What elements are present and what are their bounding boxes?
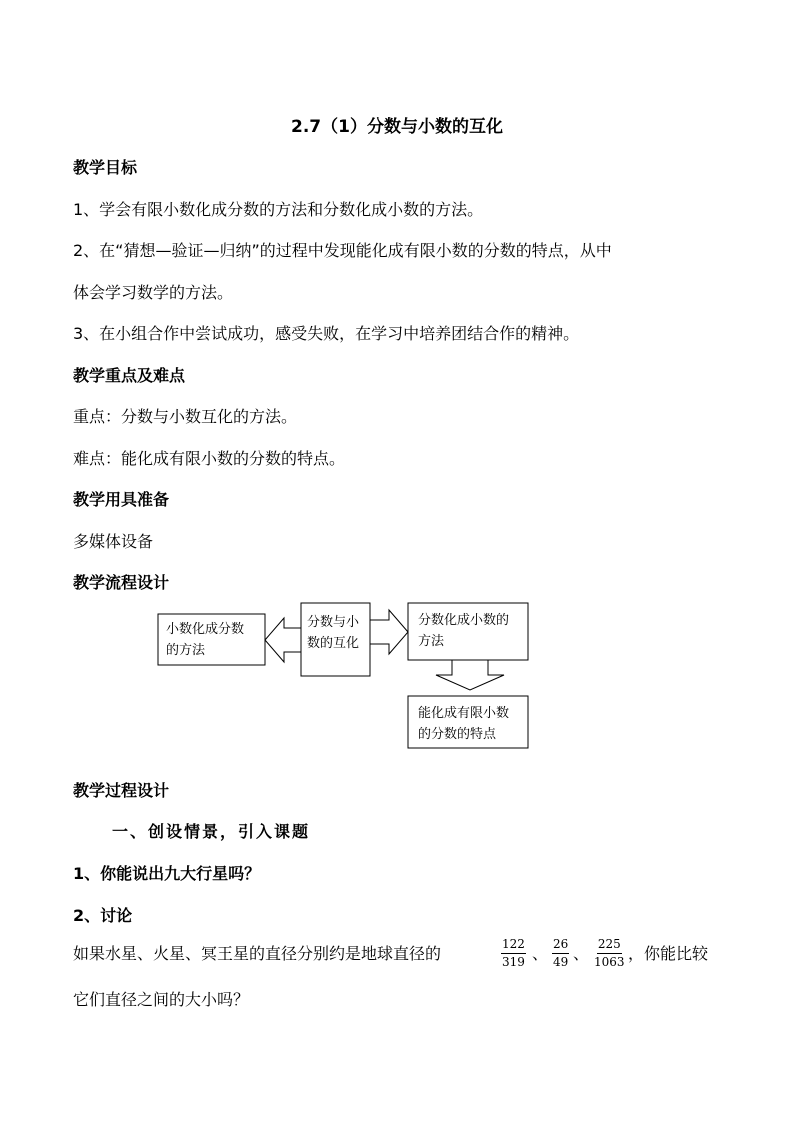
question-2: 2、讨论 [73, 906, 133, 925]
discussion-line-2: 它们直径之间的大小吗？ [73, 990, 250, 1009]
fraction-mercury [501, 937, 526, 970]
process-heading: 教学过程设计 [73, 781, 170, 800]
page-title: 2.7（1）分数与小数的互化 [291, 117, 503, 137]
fraction-numerator: 26 [552, 937, 569, 954]
arrow-down [436, 660, 504, 690]
tools-text: 多媒体设备 [73, 532, 154, 551]
question-1: 1、你能说出九大行星吗？ [73, 864, 261, 883]
discussion-suffix: ，你能比较 [628, 944, 709, 963]
section-1-heading: 一、创设情景，引入课题 [112, 822, 311, 841]
fraction-separator: 、 [532, 944, 549, 963]
fraction-separator: 、 [573, 944, 590, 963]
fraction-mars [552, 937, 569, 970]
fraction-denominator: 1063 [594, 955, 625, 969]
bottom-box-line2: 的分数的特点 [418, 727, 497, 742]
difficulty-text: 难点：能化成有限小数的分数的特点。 [73, 449, 346, 468]
objective-item-3: 3、在小组合作中尝试成功，感受失败，在学习中培养团结合作的精神。 [73, 324, 580, 343]
right-box-line2: 方法 [418, 634, 445, 649]
arrow-right [370, 610, 408, 654]
objective-item-2-continued: 体会学习数学的方法。 [73, 283, 234, 302]
bottom-box-line1: 能化成有限小数 [418, 706, 510, 721]
objectives-heading: 教学目标 [73, 158, 138, 177]
key-point-text: 重点：分数与小数互化的方法。 [73, 407, 298, 426]
center-box-line1: 分数与小 [307, 615, 360, 630]
fraction-denominator: 319 [502, 955, 525, 969]
fraction-denominator: 49 [553, 955, 569, 969]
fraction-numerator: 225 [597, 937, 622, 954]
left-box-line1: 小数化成分数 [166, 622, 245, 637]
discussion-prefix: 如果水星、火星、冥王星的直径分别约是地球直径的 [73, 944, 442, 963]
fraction-pluto [594, 937, 625, 970]
objective-item-2: 2、在“猜想—验证—归纳”的过程中发现能化成有限小数的分数的特点，从中 [73, 241, 612, 260]
arrow-left [265, 618, 301, 662]
flow-heading: 教学流程设计 [73, 573, 170, 592]
key-points-heading: 教学重点及难点 [73, 366, 186, 385]
fraction-numerator: 122 [501, 937, 526, 954]
right-box-line1: 分数化成小数的 [418, 613, 510, 628]
center-box-line2: 数的互化 [307, 636, 360, 651]
objective-item-1: 1、学会有限小数化成分数的方法和分数化成小数的方法。 [73, 200, 484, 219]
tools-heading: 教学用具准备 [73, 490, 170, 509]
left-box-line2: 的方法 [166, 643, 206, 658]
